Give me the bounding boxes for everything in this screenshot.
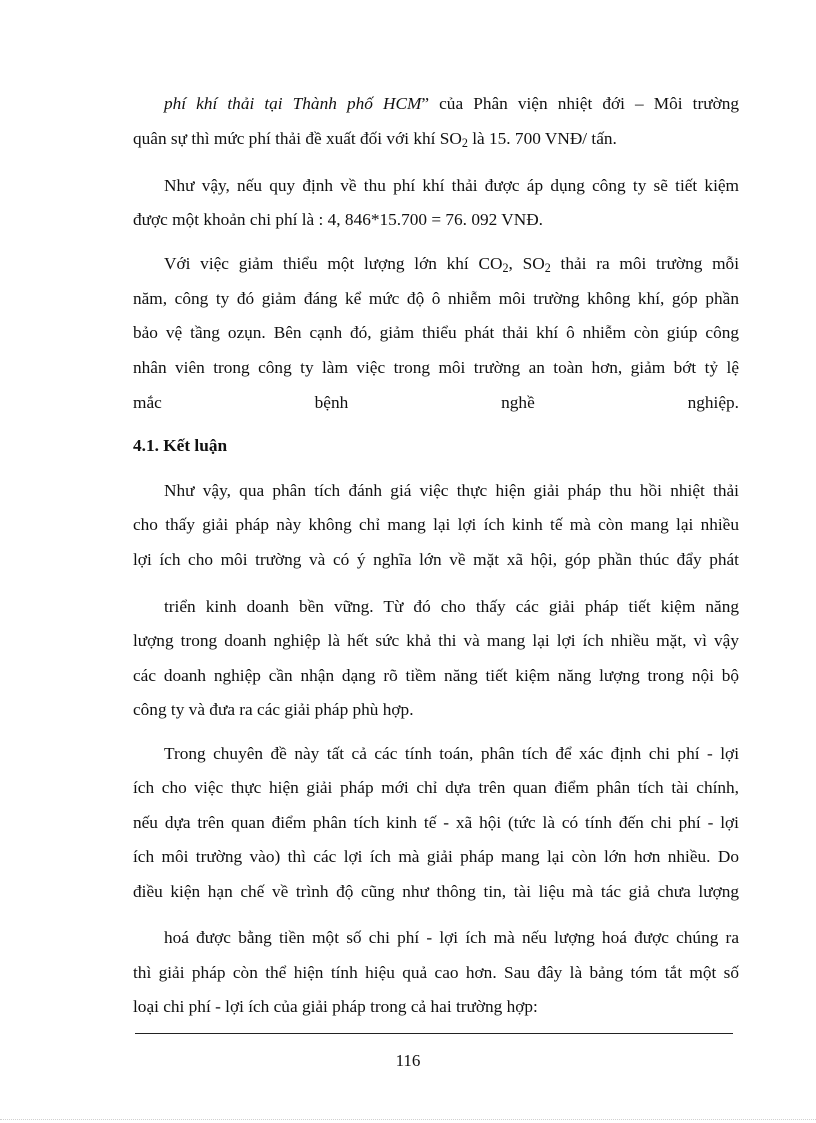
paragraph-4-line-7: công ty và đưa ra các giải pháp phù hợp. — [133, 700, 414, 719]
paragraph-5-line-1: Trong chuyên đề này tất cả các tính toán, phân tích để xác định chi phí - lợi — [164, 744, 739, 763]
paragraph-5-line-5: điều kiện hạn chế về trình độ cũng như thông tin, tài liệu mà tác giả chưa lượng — [133, 882, 739, 901]
page-bottom-border — [0, 1119, 816, 1120]
paragraph-3-line-1 — [164, 253, 739, 275]
paragraph-5-line-7: thì giải pháp còn thể hiện tính hiệu quả cao hơn. Sau đây là bảng tóm tắt một số — [133, 963, 739, 982]
paragraph-1-line-2 — [133, 128, 739, 150]
paragraph-4-line-4: triển kinh doanh bền vững. Từ đó cho thấy các giải pháp tiết kiệm năng — [164, 597, 739, 616]
paragraph-4-line-3: lợi ích cho môi trường và có ý nghĩa lớn về mặt xã hội, góp phần thúc đẩy phát — [133, 550, 739, 569]
subscript: 2 — [461, 136, 468, 151]
page-number: 116 — [395, 1051, 421, 1070]
paragraph-4-line-1: Như vậy, qua phân tích đánh giá việc thực hiện giải pháp thu hồi nhiệt thải — [164, 481, 739, 500]
paragraph-5-line-4: ích môi trường vào) thì các lợi ích mà giải pháp mang lại còn lớn hơn nhiều. Do — [133, 847, 739, 866]
paragraph-5-line-8: loại chi phí - lợi ích của giải pháp trong cả hai trường hợp: — [133, 997, 538, 1016]
section-heading: 4.1. Kết luận — [133, 436, 228, 455]
text-run: , SO — [508, 254, 545, 273]
paragraph-3-line-4: nhân viên trong công ty làm việc trong môi trường an toàn hơn, giảm bớt tỷ lệ — [133, 358, 739, 377]
paragraph-1-line-1 — [164, 93, 739, 115]
paragraph-3-line-3: bảo vệ tầng ozụn. Bên cạnh đó, giảm thiểu phát thải khí ô nhiễm còn giúp công — [133, 323, 739, 342]
paragraph-4-line-5: lượng trong doanh nghiệp là hết sức khả thi và mang lại lợi ích nhiều mặt, vì vậy — [133, 631, 739, 650]
paragraph-3-line-5: mắc bệnh nghề nghiệp. — [133, 393, 739, 412]
text-run: quân sự thì mức phí thải đề xuất đối với khí SO — [133, 129, 462, 148]
subscript: 2 — [502, 261, 509, 276]
paragraph-4-line-2: cho thấy giải pháp này không chỉ mang lại lợi ích kinh tế mà còn mang lại nhiều — [133, 515, 739, 534]
paragraph-3-line-2: năm, công ty đó giảm đáng kể mức độ ô nhiễm môi trường không khí, góp phần — [133, 289, 739, 308]
text-run: Với việc giảm thiểu một lượng lớn khí CO — [164, 254, 503, 273]
text-run: là 15. 700 VNĐ/ tấn. — [467, 129, 617, 148]
subscript: 2 — [544, 261, 551, 276]
italic-source-title: phí khí thải tại Thành phố HCM — [164, 94, 422, 113]
paragraph-5-line-2: ích cho việc thực hiện giải pháp mới chỉ dựa trên quan điểm phân tích tài chính, — [133, 778, 739, 797]
paragraph-5-line-3: nếu dựa trên quan điểm phân tích kinh tế - xã hội (tức là có tính đến chi phí - lợi — [133, 813, 739, 832]
paragraph-5-line-6: hoá được bằng tiền một số chi phí - lợi ích mà nếu lượng hoá được chúng ra — [164, 928, 739, 947]
footer-rule — [135, 1033, 733, 1034]
text-run: ” của Phân viện nhiệt đới – Môi trường — [421, 94, 739, 113]
paragraph-4-line-6: các doanh nghiệp cần nhận dạng rõ tiềm năng tiết kiệm năng lượng trong nội bộ — [133, 666, 739, 685]
text-run: thải ra môi trường mỗi — [550, 254, 739, 273]
paragraph-2-line-1: Như vậy, nếu quy định về thu phí khí thải được áp dụng công ty sẽ tiết kiệm — [164, 176, 739, 195]
paragraph-2-line-2: được một khoản chi phí là : 4, 846*15.700 = 76. 092 VNĐ. — [133, 210, 544, 229]
